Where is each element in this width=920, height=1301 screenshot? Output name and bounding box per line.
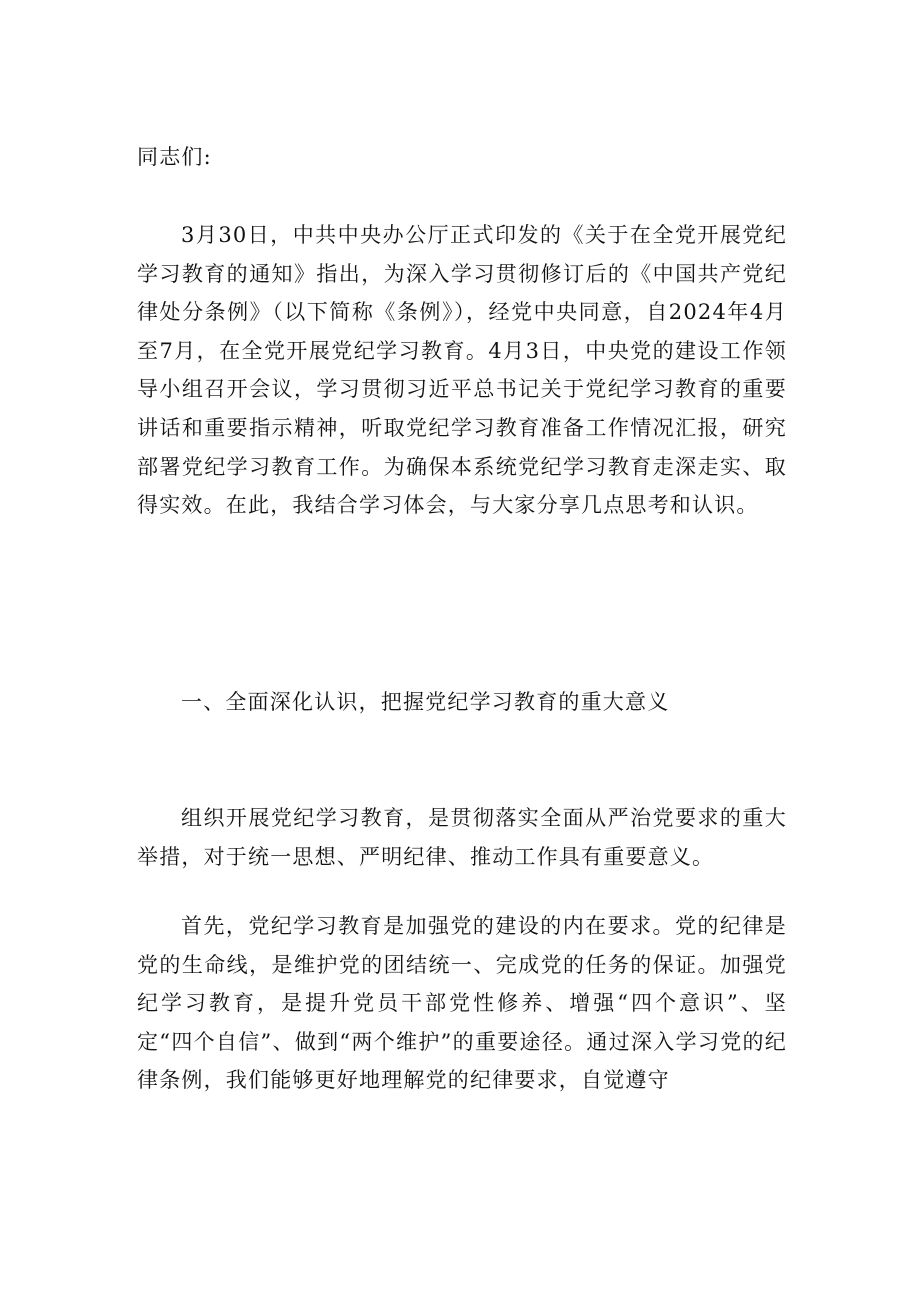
paragraph-first-point: 首先，党纪学习教育是加强党的建设的内在要求。党的纪律是党的生命线，是维护党的团结统一、完成党的任务的保证。加强党纪学习教育，是提升党员干部党性修养、增强“四个意识”、坚定“四个自信”、做到“两个维护”的重要途径。通过深入学习党的纪律条例，我们能够更好地理解党的纪律要求，自觉遵守	[137, 914, 787, 1093]
section-heading: 一、全面深化认识，把握党纪学习教育的重大意义	[181, 690, 670, 714]
paragraph-intro: 3月30日，中共中央办公厅正式印发的《关于在全党开展党纪学习教育的通知》指出，为深入学习贯彻修订后的《中国共产党纪律处分条例》（以下简称《条例》），经党中央同意，自2024年4月至7月，在全党开展党纪学习教育。4月3日，中央党的建设工作领导小组召开会议，学习贯彻习近平总书记关于党纪学习教育的重要讲话和重要指示精神，听取党纪学习教育准备工作情况汇报，研究部署党纪学习教育工作。为确保本系统党纪学习教育走深走实、取得实效。在此，我结合学习体会，与大家分享几点思考和认识。	[137, 223, 787, 518]
salutation: 同志们:	[137, 145, 212, 169]
paragraph-significance: 组织开展党纪学习教育，是贯彻落实全面从严治党要求的重大举措，对于统一思想、严明纪律、推动工作具有重要意义。	[137, 806, 787, 869]
